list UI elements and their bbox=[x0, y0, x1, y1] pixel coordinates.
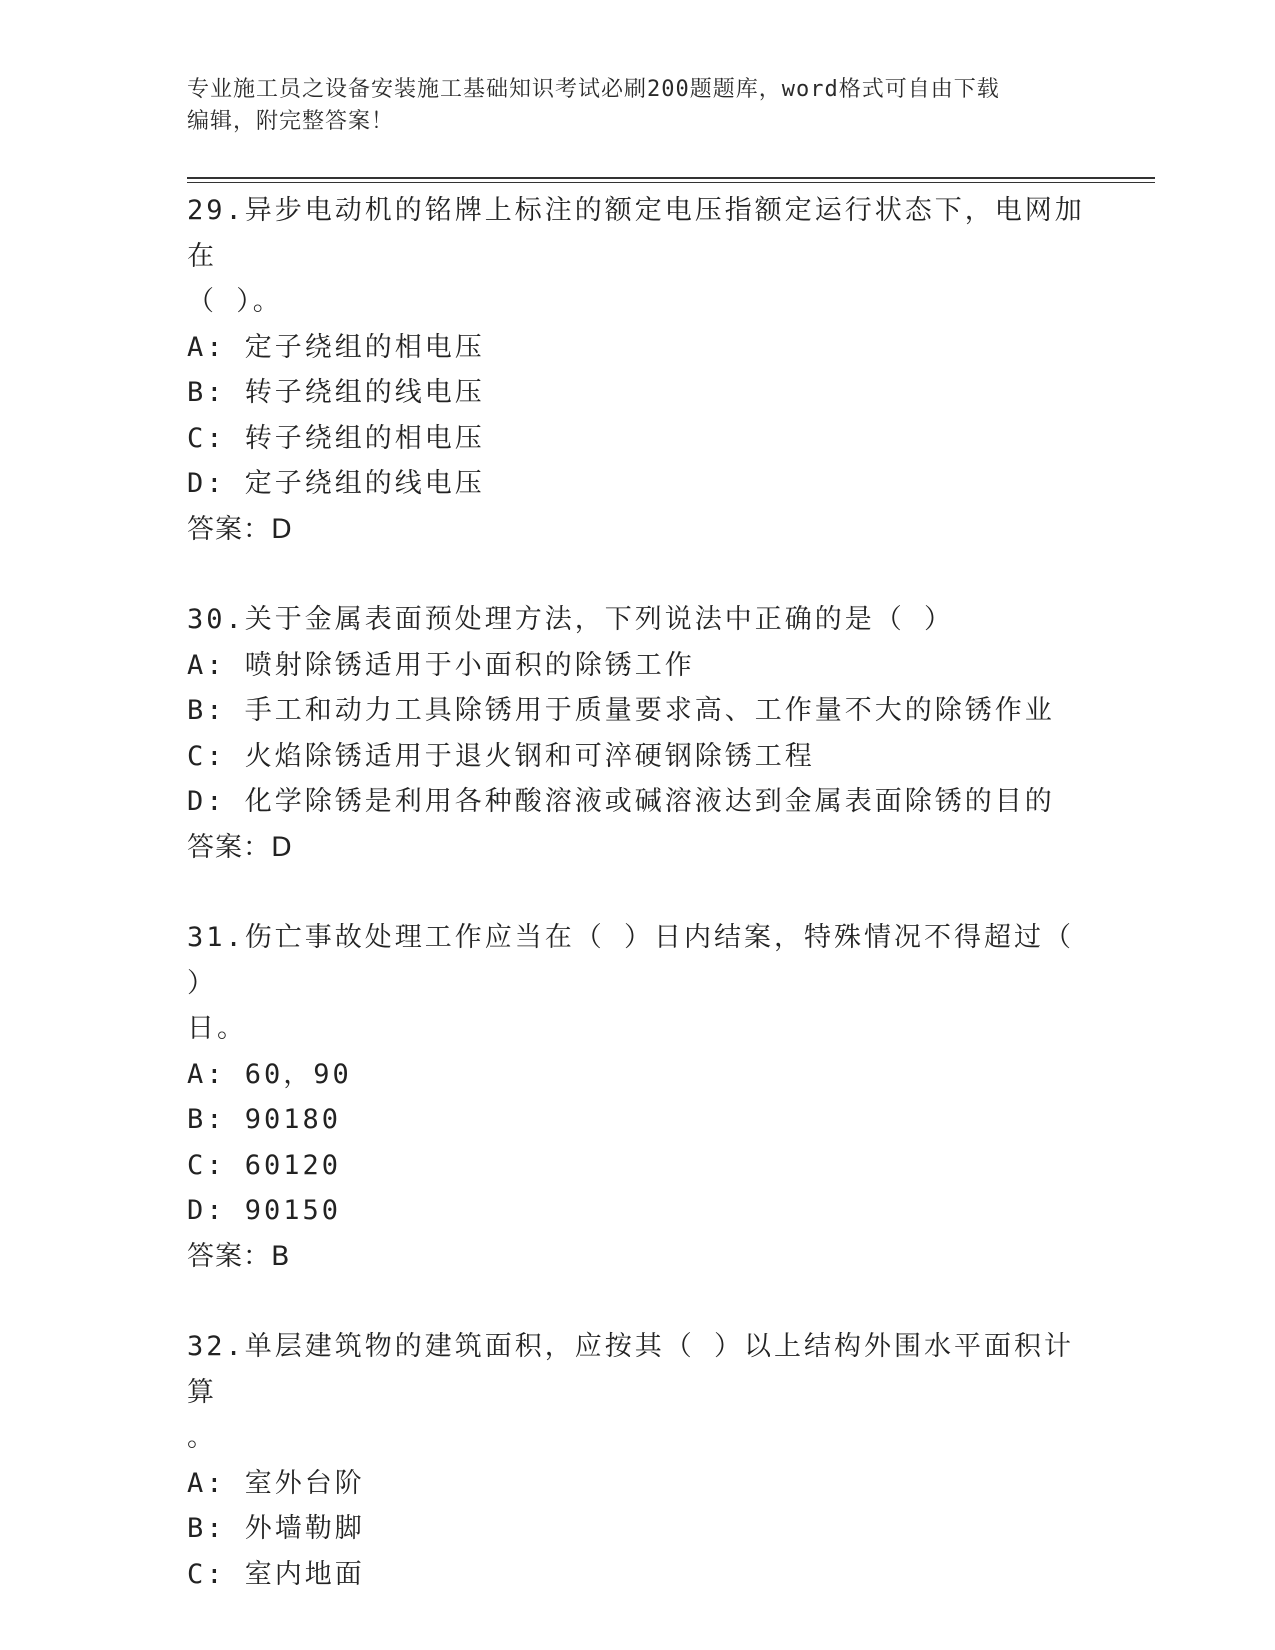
option-c: C: 室内地面 bbox=[187, 1558, 365, 1590]
question-30 bbox=[187, 597, 1087, 870]
question-stem: 30.关于金属表面预处理方法，下列说法中正确的是（ ） bbox=[187, 604, 955, 635]
option-b: B: 转子绕组的线电压 bbox=[187, 377, 485, 408]
header-line-2: 编辑，附完整答案！ bbox=[187, 109, 395, 134]
question-29 bbox=[187, 188, 1087, 552]
question-stem-continued: （ ）。 bbox=[187, 286, 283, 317]
option-a: A: 60，90 bbox=[187, 1058, 352, 1090]
answer: 答案：D bbox=[187, 513, 293, 545]
answer: 答案：B bbox=[187, 1240, 291, 1272]
question-stem: 32.单层建筑物的建筑面积，应按其（ ）以上结构外围水平面积计算 bbox=[187, 1331, 1075, 1408]
option-b: B: 90180 bbox=[187, 1104, 342, 1135]
option-c: C: 火焰除锈适用于退火钢和可淬硬钢除锈工程 bbox=[187, 740, 815, 772]
option-c: C: 转子绕组的相电压 bbox=[187, 422, 485, 454]
question-stem: 29.异步电动机的铭牌上标注的额定电压指额定运行状态下，电网加在 bbox=[187, 195, 1085, 272]
option-a: A: 定子绕组的相电压 bbox=[187, 331, 485, 363]
option-d: D: 90150 bbox=[187, 1195, 342, 1226]
question-31 bbox=[187, 915, 1094, 1279]
option-a: A: 喷射除锈适用于小面积的除锈工作 bbox=[187, 649, 695, 681]
header-divider-thin bbox=[187, 182, 1155, 183]
answer: 答案：D bbox=[187, 831, 293, 863]
question-stem-continued: 。 bbox=[187, 1422, 217, 1453]
option-a: A: 室外台阶 bbox=[187, 1467, 365, 1499]
question-32 bbox=[187, 1324, 1087, 1597]
question-stem-continued: 日。 bbox=[187, 1013, 247, 1044]
header-divider-thick bbox=[187, 177, 1155, 179]
question-list bbox=[187, 188, 1094, 1597]
question-stem: 31.伤亡事故处理工作应当在（ ）日内结案，特殊情况不得超过（ ） bbox=[187, 922, 1094, 999]
option-d: D: 化学除锈是利用各种酸溶液或碱溶液达到金属表面除锈的目的 bbox=[187, 786, 1055, 817]
option-b: B: 手工和动力工具除锈用于质量要求高、工作量不大的除锈作业 bbox=[187, 695, 1055, 726]
option-d: D: 定子绕组的线电压 bbox=[187, 468, 485, 499]
header-line-1: 专业施工员之设备安装施工基础知识考试必刷200题题库，word格式可自由下载 bbox=[187, 77, 1000, 102]
option-c: C: 60120 bbox=[187, 1149, 342, 1181]
document-header bbox=[187, 74, 1087, 138]
option-b: B: 外墙勒脚 bbox=[187, 1513, 365, 1544]
